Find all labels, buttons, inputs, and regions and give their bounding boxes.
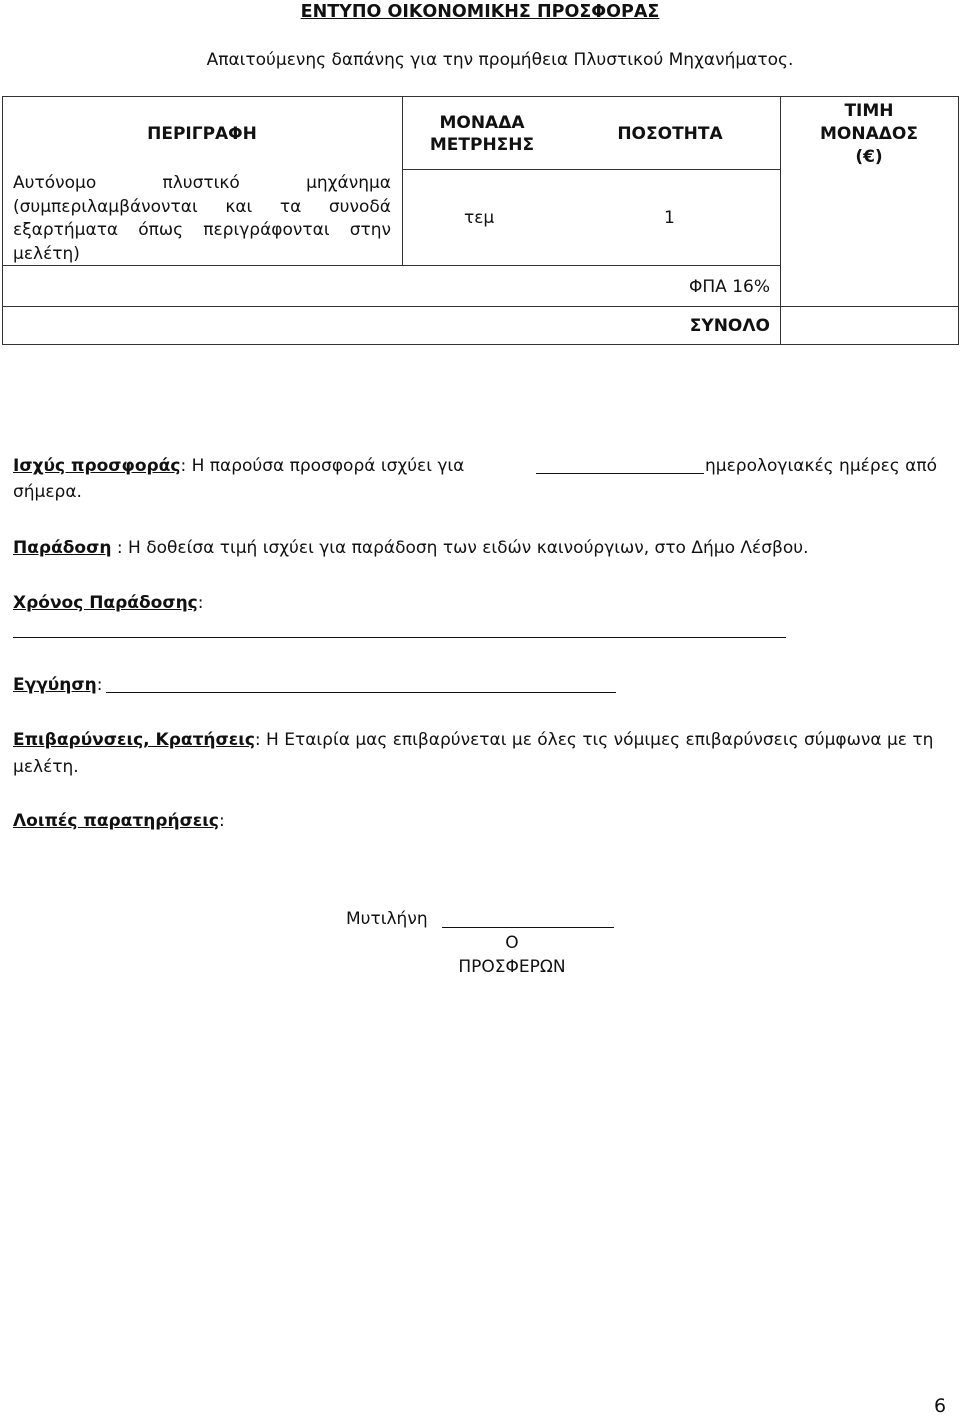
warranty-blank[interactable] bbox=[106, 692, 616, 693]
delivery-text: : Η δοθείσα τιμή ισχύει για παράδοση των ειδών καινούργιων, στο Δήμο Λέσβου. bbox=[111, 538, 809, 558]
row-description-line: εξαρτήματα όπως περιγράφονται στην bbox=[13, 220, 391, 240]
header-description: ΠΕΡΙΓΡΑΦΗ bbox=[147, 124, 257, 144]
validity-text-after: ημερολογιακές ημέρες από bbox=[705, 456, 938, 476]
validity-text: : Η παρούσα προσφορά ισχύει για bbox=[180, 456, 465, 476]
header-price-line1: ΤΙΜΗ bbox=[844, 101, 894, 121]
delivery-label: Παράδοση bbox=[13, 538, 112, 558]
row-quantity: 1 bbox=[664, 208, 675, 228]
remarks-label: Λοιπές παρατηρήσεις bbox=[13, 811, 219, 831]
table-border-top bbox=[2, 96, 959, 97]
delivery-time-colon: : bbox=[197, 593, 204, 613]
header-price-line2: ΜΟΝΑΔΟΣ bbox=[820, 124, 918, 144]
remarks-colon: : bbox=[218, 811, 225, 831]
delivery-time-line bbox=[13, 593, 203, 613]
header-unit-line2: ΜΕΤΡΗΣΗΣ bbox=[429, 135, 535, 155]
signature-date-blank[interactable] bbox=[442, 927, 614, 928]
charges-label: Επιβαρύνσεις, Κρατήσεις bbox=[13, 730, 255, 750]
header-unit-price bbox=[780, 100, 958, 169]
row-description-line: (συμπεριλαμβάνονται και τα συνοδά bbox=[13, 196, 391, 217]
table-vat-divider bbox=[2, 306, 959, 307]
page-number: 6 bbox=[934, 1395, 947, 1417]
document-subtitle: Απαιτούμενης δαπάνης για την προμήθεια Πλυστικού Μηχανήματος. bbox=[206, 50, 794, 70]
charges-text: : Η Εταιρία μας επιβαρύνεται με όλες τις νόμιμες επιβαρύνσεις σύμφωνα με τη bbox=[254, 730, 934, 750]
table-header-divider bbox=[402, 169, 780, 170]
charges-line bbox=[13, 730, 933, 750]
header-price-line3: (€) bbox=[855, 147, 883, 167]
validity-line bbox=[13, 456, 464, 476]
table-border-right bbox=[958, 96, 959, 345]
validity-label: Ισχύς προσφοράς bbox=[13, 456, 181, 476]
validity-text-end: σήμερα. bbox=[13, 482, 82, 502]
row-description bbox=[13, 172, 391, 266]
header-unit bbox=[402, 112, 562, 156]
delivery-time-blank[interactable] bbox=[13, 637, 786, 638]
signature-line1: Ο bbox=[505, 933, 519, 953]
charges-text-end: μελέτη. bbox=[13, 757, 79, 777]
document-title: ΕΝΤΥΠΟ ΟΙΚΟΝΟΜΙΚΗΣ ΠΡΟΣΦΟΡΑΣ bbox=[300, 2, 660, 22]
total-label: ΣΥΝΟΛΟ bbox=[689, 316, 770, 336]
header-unit-line1: ΜΟΝΑΔΑ bbox=[439, 113, 525, 133]
warranty-colon: : bbox=[96, 675, 103, 695]
delivery-time-label: Χρόνος Παράδοσης bbox=[13, 593, 198, 613]
warranty-label: Εγγύηση bbox=[13, 675, 97, 695]
header-quantity: ΠΟΣΟΤΗΤΑ bbox=[617, 124, 723, 144]
signature-place: Μυτιλήνη bbox=[346, 909, 428, 929]
vat-label: ΦΠΑ 16% bbox=[689, 277, 770, 297]
table-border-bottom bbox=[2, 344, 959, 345]
row-description-line: Αυτόνομο πλυστικό μηχάνημα bbox=[13, 173, 391, 193]
signature-line2: ΠΡΟΣΦΕΡΩΝ bbox=[458, 957, 566, 977]
row-description-line: μελέτη) bbox=[13, 243, 80, 264]
remarks-line bbox=[13, 811, 225, 831]
delivery-line bbox=[13, 538, 808, 558]
warranty-line bbox=[13, 675, 102, 695]
validity-days-blank[interactable] bbox=[536, 473, 704, 474]
row-unit: τεμ bbox=[464, 208, 495, 228]
